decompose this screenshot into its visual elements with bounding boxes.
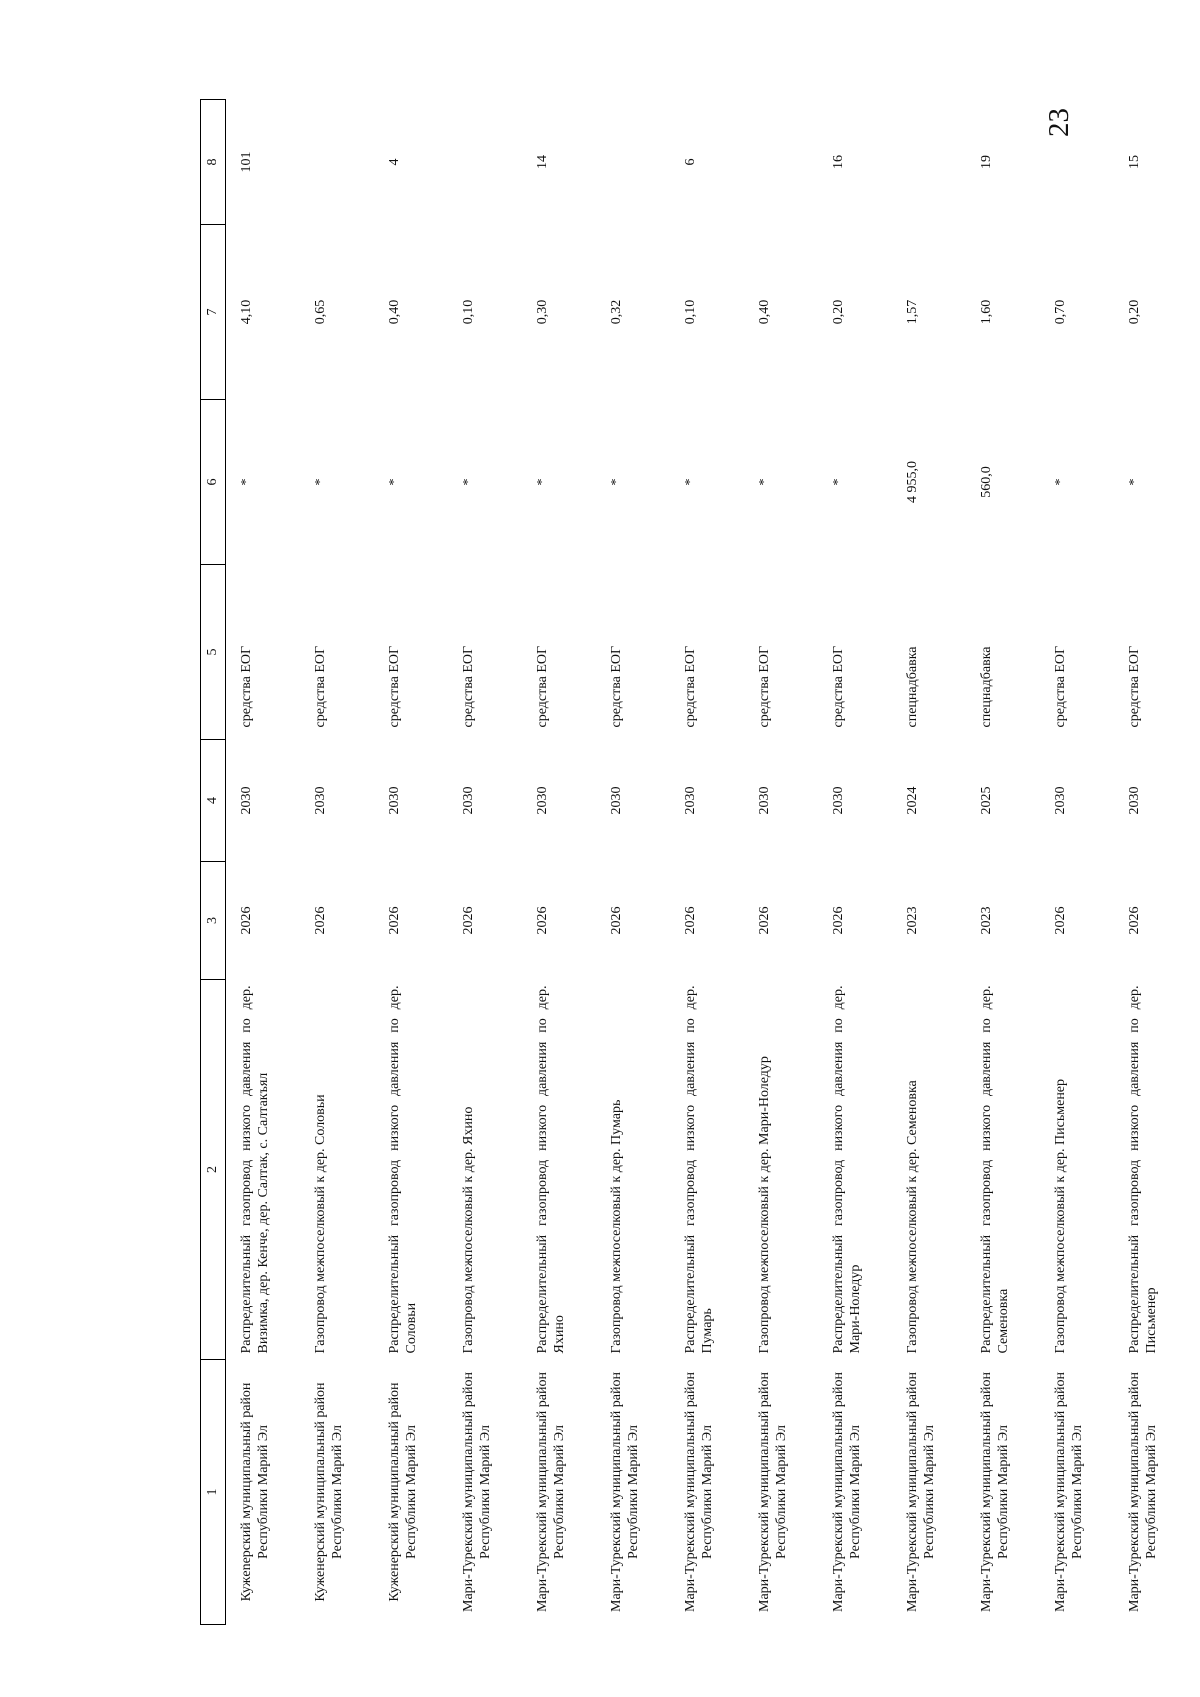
district-cell: Куженерский муниципальный район Республики Марий Эл bbox=[387, 1382, 419, 1602]
table-row bbox=[448, 100, 522, 1625]
count-cell bbox=[892, 100, 966, 225]
length-km-cell: 1,60 bbox=[979, 299, 994, 325]
cost-cell: * bbox=[831, 478, 846, 486]
table-row bbox=[892, 100, 966, 1625]
count-cell bbox=[744, 100, 818, 225]
district-cell: Мари-Турекский муниципальный район Республики Марий Эл bbox=[757, 1372, 789, 1612]
funding-source-cell: спецнадбавка bbox=[905, 646, 920, 728]
end-year-cell: 2030 bbox=[1053, 786, 1068, 815]
object-cell: Распределительный газопровод низкого давления по дер. Семеновка bbox=[979, 985, 1011, 1354]
funding-source-cell: средства ЕОГ bbox=[461, 645, 476, 728]
column-header-7: 7 bbox=[201, 225, 226, 400]
length-km-cell: 0,20 bbox=[831, 299, 846, 325]
column-header-3: 3 bbox=[201, 862, 226, 980]
count-cell bbox=[300, 100, 374, 225]
start-year-cell: 2026 bbox=[535, 906, 550, 935]
length-km-cell: 0,65 bbox=[313, 299, 328, 325]
end-year-cell: 2030 bbox=[609, 786, 624, 815]
start-year-cell: 2026 bbox=[831, 906, 846, 935]
start-year-cell: 2026 bbox=[239, 906, 254, 935]
count-cell: 19 bbox=[979, 155, 994, 169]
start-year-cell: 2026 bbox=[683, 906, 698, 935]
length-km-cell: 0,32 bbox=[609, 299, 624, 325]
length-km-cell: 0,70 bbox=[1053, 299, 1068, 325]
table-row bbox=[744, 100, 818, 1625]
start-year-cell: 2026 bbox=[1127, 906, 1142, 935]
object-cell: Газопровод межпоселковый к дер. Яхино bbox=[461, 1106, 476, 1354]
start-year-cell: 2026 bbox=[313, 906, 328, 935]
table-row bbox=[596, 100, 670, 1625]
object-cell: Газопровод межпоселковый к дер. Соловьи bbox=[313, 1094, 328, 1354]
column-header-5: 5 bbox=[201, 565, 226, 740]
cost-cell: * bbox=[1127, 478, 1142, 486]
gas-pipeline-table bbox=[200, 99, 1188, 1625]
length-km-cell: 0,20 bbox=[1127, 299, 1142, 325]
table-row bbox=[966, 100, 1040, 1625]
funding-source-cell: средства ЕОГ bbox=[757, 645, 772, 728]
start-year-cell: 2026 bbox=[757, 906, 772, 935]
cost-cell: * bbox=[239, 478, 254, 486]
object-cell: Газопровод межпоселковый к дер. Пумарь bbox=[609, 1099, 624, 1354]
count-cell: 6 bbox=[683, 158, 698, 166]
end-year-cell: 2030 bbox=[387, 786, 402, 815]
district-cell: Мари-Турекский муниципальный район Республики Марий Эл bbox=[461, 1372, 493, 1612]
district-cell: Мари-Турекский муниципальный район Республики Марий Эл bbox=[535, 1372, 567, 1612]
table-row bbox=[300, 100, 374, 1625]
start-year-cell: 2023 bbox=[979, 906, 994, 935]
cost-cell: * bbox=[313, 478, 328, 486]
length-km-cell: 0,10 bbox=[683, 299, 698, 325]
column-header-2: 2 bbox=[201, 980, 226, 1360]
column-header-8: 8 bbox=[201, 100, 226, 225]
table-row bbox=[670, 100, 744, 1625]
cost-cell: * bbox=[461, 478, 476, 486]
funding-source-cell: средства ЕОГ bbox=[831, 645, 846, 728]
funding-source-cell: средства ЕОГ bbox=[1053, 645, 1068, 728]
end-year-cell: 2025 bbox=[979, 786, 994, 815]
column-header-4: 4 bbox=[201, 740, 226, 862]
start-year-cell: 2026 bbox=[1053, 906, 1068, 935]
count-cell: 101 bbox=[239, 151, 254, 173]
end-year-cell: 2030 bbox=[313, 786, 328, 815]
object-cell: Газопровод межпоселковый к дер. Семеновка bbox=[905, 1080, 920, 1354]
end-year-cell: 2030 bbox=[831, 786, 846, 815]
count-cell: 16 bbox=[831, 155, 846, 169]
district-cell: Мари-Турекский муниципальный район Республики Марий Эл bbox=[683, 1372, 715, 1612]
table-row bbox=[818, 100, 892, 1625]
end-year-cell: 2030 bbox=[535, 786, 550, 815]
end-year-cell: 2030 bbox=[461, 786, 476, 815]
table-row bbox=[522, 100, 596, 1625]
funding-source-cell: средства ЕОГ bbox=[535, 645, 550, 728]
start-year-cell: 2023 bbox=[905, 906, 920, 935]
district-cell: Мари-Турекский муниципальный район Республики Марий Эл bbox=[979, 1372, 1011, 1612]
district-cell: Куженерский муниципальный район Республики Марий Эл bbox=[313, 1382, 345, 1602]
object-cell: Распределительный газопровод низкого давления по дер. Яхино bbox=[535, 985, 567, 1354]
cost-cell: * bbox=[609, 478, 624, 486]
cost-cell: * bbox=[1053, 478, 1068, 486]
funding-source-cell: средства ЕОГ bbox=[1127, 645, 1142, 728]
end-year-cell: 2030 bbox=[1127, 786, 1142, 815]
end-year-cell: 2030 bbox=[683, 786, 698, 815]
cost-cell: * bbox=[387, 478, 402, 486]
funding-source-cell: средства ЕОГ bbox=[609, 645, 624, 728]
length-km-cell: 1,57 bbox=[905, 299, 920, 325]
page-number: 23 bbox=[1043, 108, 1075, 137]
end-year-cell: 2024 bbox=[905, 786, 920, 815]
count-cell: 14 bbox=[535, 155, 550, 169]
object-cell: Распределительный газопровод низкого давления по дер. Письменер bbox=[1127, 985, 1159, 1354]
district-cell: Мари-Турекский муниципальный район Республики Марий Эл bbox=[1053, 1372, 1085, 1612]
object-cell: Распределительный газопровод низкого давления по дер. Визимка, дер. Кенче, дер. Салтак, с. Салтакъял bbox=[239, 985, 271, 1354]
count-cell: 4 bbox=[387, 158, 402, 166]
district-cell: Мари-Турекский муниципальный район Республики Марий Эл bbox=[831, 1372, 863, 1612]
count-cell bbox=[1040, 100, 1114, 225]
count-cell: 15 bbox=[1127, 155, 1142, 169]
funding-source-cell: средства ЕОГ bbox=[239, 645, 254, 728]
length-km-cell: 0,40 bbox=[387, 299, 402, 325]
table-row bbox=[374, 100, 448, 1625]
cost-cell: * bbox=[757, 478, 772, 486]
length-km-cell: 0,40 bbox=[757, 299, 772, 325]
length-km-cell: 4,10 bbox=[239, 299, 254, 325]
cost-cell: * bbox=[683, 478, 698, 486]
cost-cell: * bbox=[535, 478, 550, 486]
object-cell: Газопровод межпоселковый к дер. Мари-Ноледур bbox=[757, 1056, 772, 1354]
district-cell: Кужenерский муниципальный район Республики Марий Эл bbox=[239, 1382, 271, 1602]
length-km-cell: 0,10 bbox=[461, 299, 476, 325]
object-cell: Газопровод межпоселковый к дер. Письменер bbox=[1053, 1078, 1068, 1354]
rotated-page bbox=[200, 100, 1200, 1625]
district-cell: Мари-Турекский муниципальный район Республики Марий Эл bbox=[609, 1372, 641, 1612]
district-cell: Мари-Турекский муниципальный район Республики Марий Эл bbox=[905, 1372, 937, 1612]
count-cell bbox=[448, 100, 522, 225]
end-year-cell: 2030 bbox=[757, 786, 772, 815]
cost-cell: 560,0 bbox=[979, 466, 994, 498]
funding-source-cell: средства ЕОГ bbox=[387, 645, 402, 728]
end-year-cell: 2030 bbox=[239, 786, 254, 815]
start-year-cell: 2026 bbox=[387, 906, 402, 935]
table-row bbox=[1114, 100, 1188, 1625]
funding-source-cell: средства ЕОГ bbox=[313, 645, 328, 728]
column-header-1: 1 bbox=[201, 1360, 226, 1625]
table-body bbox=[226, 100, 1189, 1625]
funding-source-cell: спецнадбавка bbox=[979, 646, 994, 728]
column-header-6: 6 bbox=[201, 400, 226, 565]
start-year-cell: 2026 bbox=[609, 906, 624, 935]
column-number-row bbox=[201, 100, 226, 1625]
length-km-cell: 0,30 bbox=[535, 299, 550, 325]
object-cell: Распределительный газопровод низкого давления по дер. Мари-Ноледур bbox=[831, 985, 863, 1354]
table-row bbox=[1040, 100, 1114, 1625]
funding-source-cell: средства ЕОГ bbox=[683, 645, 698, 728]
cost-cell: 4 955,0 bbox=[905, 461, 920, 503]
start-year-cell: 2026 bbox=[461, 906, 476, 935]
district-cell: Мари-Турекский муниципальный район Республики Марий Эл bbox=[1127, 1372, 1159, 1612]
object-cell: Распределительный газопровод низкого давления по дер. Соловьи bbox=[387, 985, 419, 1354]
table-row bbox=[226, 100, 301, 1625]
object-cell: Распределительный газопровод низкого давления по дер. Пумарь bbox=[683, 985, 715, 1354]
count-cell bbox=[596, 100, 670, 225]
